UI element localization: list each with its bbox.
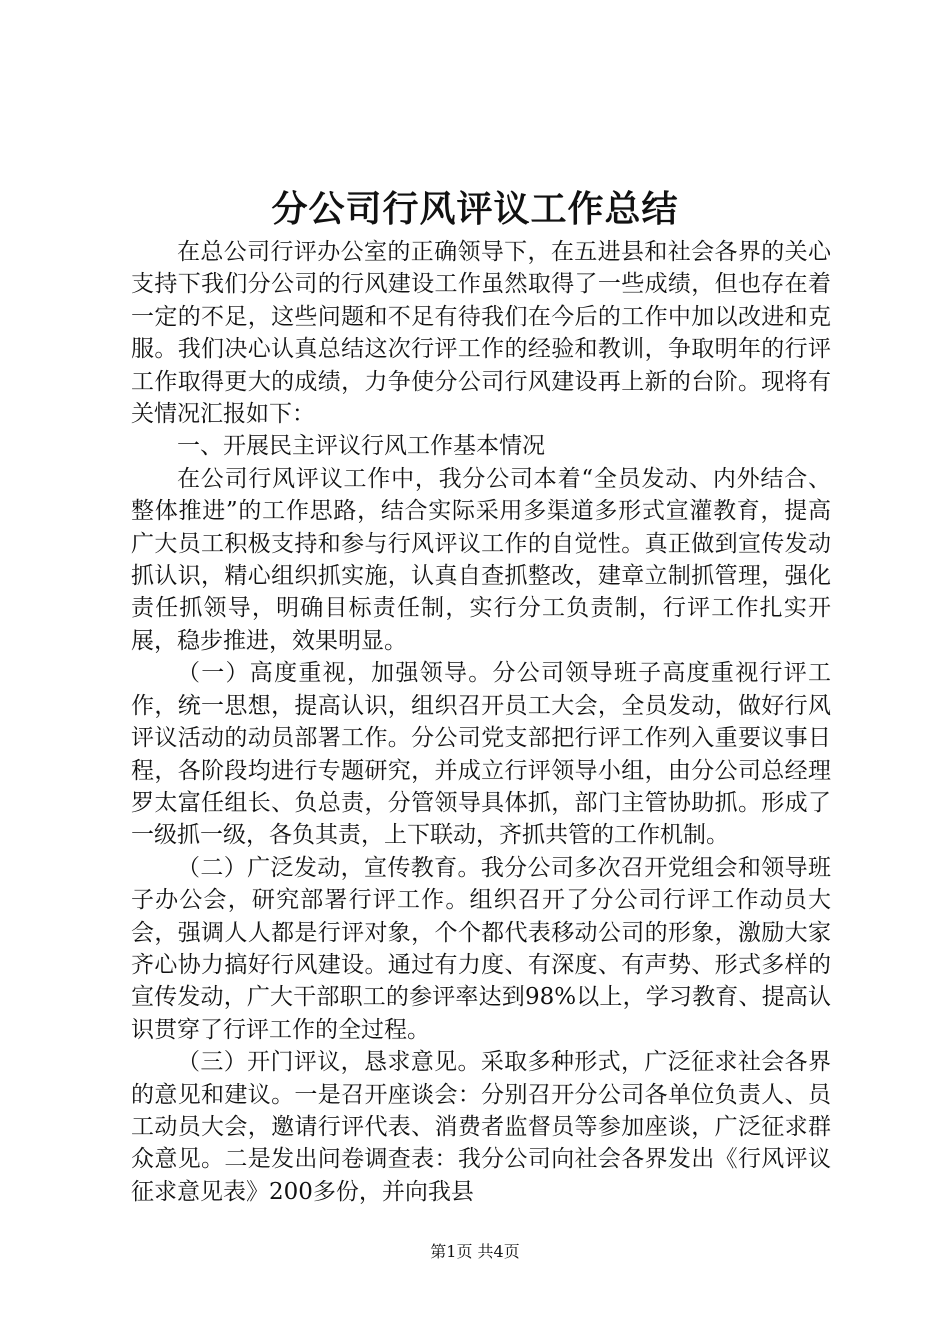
- section-heading: 一、开展民主评议行风工作基本情况: [177, 433, 545, 460]
- paragraph-item-1: （一）高度重视，加强领导。分公司领导班子高度重视行评工作，统一思想，提高认识，组织召开员工大会，全员发动，做好行风评议活动的动员部署工作。分公司党支部把行评工作列入重要议事日程，各阶段均进行专题研究，并成立行评领导小组，由分公司总经理罗太富任组长、负总责，分管领导具体抓，部门主管协助抓。形成了一级抓一级，各负其责，上下联动，齐抓共管的工作机制。: [131, 660, 831, 849]
- paragraph-item-3: （三）开门评议，恳求意见。采取多种形式，广泛征求社会各界的意见和建议。一是召开座谈会：分别召开分公司各单位负责人、员工动员大会，邀请行评代表、消费者监督员等参加座谈，广泛征求群众意见。二是发出问卷调查表：我分公司向社会各界发出《行风评议征求意见表》200多份，并向我县: [131, 1049, 831, 1205]
- document-title: 分公司行风评议工作总结: [271, 188, 679, 230]
- paragraph-intro: 在总公司行评办公室的正确领导下，在五进县和社会各界的关心支持下我们分公司的行风建设工作虽然取得了一些成绩，但也存在着一定的不足，这些问题和不足有待我们在今后的工作中加以改进和克服。我们决心认真总结这次行评工作的经验和教训，争取明年的行评工作取得更大的成绩，力争使分公司行风建设再上新的台阶。现将有关情况汇报如下：: [131, 239, 831, 428]
- page-footer: 第1页 共4页: [430, 1242, 520, 1261]
- document-body: [131, 236, 831, 1208]
- paragraph-overview: 在公司行风评议工作中，我分公司本着“全员发动、内外结合、整体推进”的工作思路，结合实际采用多渠道多形式宣灌教育，提高广大员工积极支持和参与行风评议工作的自觉性。真正做到宣传发动抓认识，精心组织抓实施，认真自查抓整改，建章立制抓管理，强化责任抓领导，明确目标责任制，实行分工负责制，行评工作扎实开展，稳步推进，效果明显。: [131, 465, 831, 654]
- paragraph-item-2: （二）广泛发动，宣传教育。我分公司多次召开党组会和领导班子办公会，研究部署行评工作。组织召开了分公司行评工作动员大会，强调人人都是行评对象，个个都代表移动公司的形象，激励大家齐心协力搞好行风建设。通过有力度、有深度、有声势、形式多样的宣传发动，广大干部职工的参评率达到98%以上，学习教育、提高认识贯穿了行评工作的全过程。: [131, 854, 831, 1043]
